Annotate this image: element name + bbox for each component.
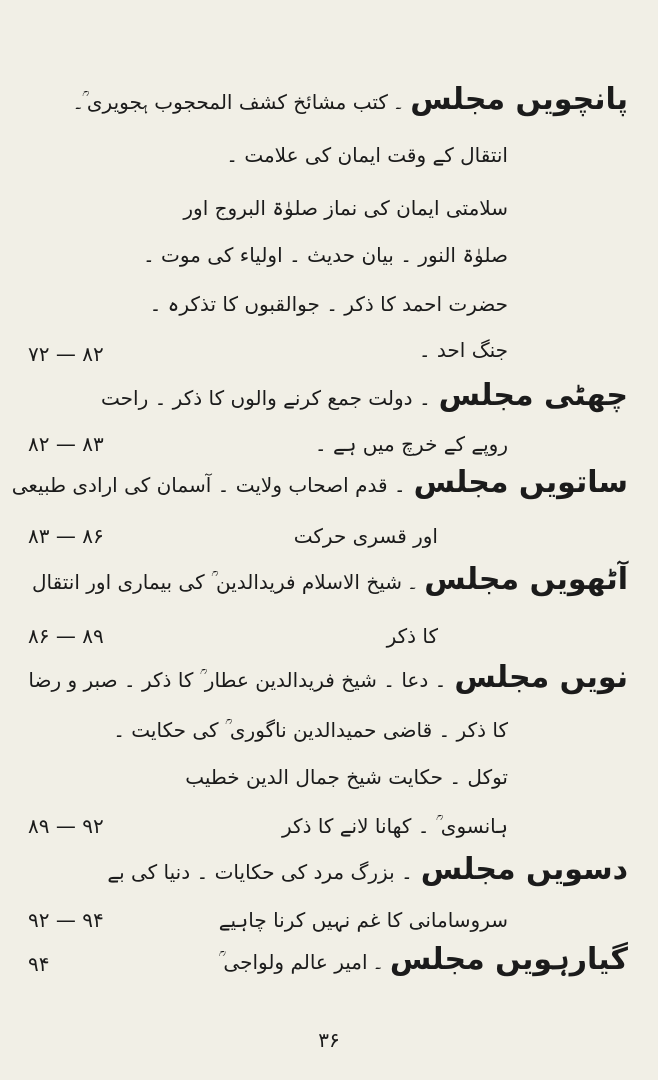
entry-6-pages: ۹۲ — ۹۴	[28, 908, 104, 932]
entry-5-line-2: کا ذکر ۔ قاضی حمیدالدین ناگوری ؒ کی حکایت ۔	[113, 718, 508, 742]
entry-5-text-1: ۔ دعا ۔ شیخ فریدالدین عطار ؒ کا ذکر ۔ صبر و رضا	[28, 668, 447, 692]
entry-7-line-1	[218, 942, 628, 978]
entry-1-line-3: سلامتی ایمان کی نماز صلوٰۃ البروج اور	[183, 196, 508, 220]
entry-3-text-1: ۔ قدم اصحاب ولایت ۔ آسمان کی ارادی طبیعی	[11, 473, 406, 497]
entry-1-line-2: انتقال کے وقت ایمان کی علامت ۔	[226, 143, 508, 167]
entry-1-line-5: حضرت احمد کا ذکر ۔ جوالقبوں کا تذکرہ ۔	[149, 292, 508, 316]
entry-7-heading: گیارہویں مجلس	[389, 942, 628, 977]
entry-7-text-1: ۔ امیر عالم ولواجی ؒ	[218, 950, 382, 974]
entry-5-line-4: ہانسوی ؒ ۔ کھانا لانے کا ذکر	[282, 814, 508, 838]
entry-2-text-1: ۔ دولت جمع کرنے والوں کا ذکر ۔ راحت	[101, 386, 431, 410]
entry-1-line-6: جنگ احد ۔	[418, 338, 508, 362]
entry-4-pages: ۸۶ — ۸۹	[28, 624, 104, 648]
entry-6-line-2: سروسامانی کا غم نہیں کرنا چاہیے	[218, 908, 508, 932]
entry-1-text-1: ۔ کتب مشائخ کشف المحجوب ہجویری ؒ۔	[73, 90, 403, 114]
entry-3-line-2: اور قسری حرکت	[293, 524, 438, 548]
entry-3-heading: ساتویں مجلس	[413, 465, 628, 500]
entry-4-heading: آٹھویں مجلس	[424, 562, 628, 597]
entry-2-line-2: روپے کے خرچ میں ہے ۔	[314, 432, 508, 456]
entry-1-heading: پانچویں مجلس	[410, 82, 628, 117]
entry-7-pages: ۹۴	[28, 952, 50, 976]
entry-6-line-1	[107, 852, 628, 888]
entry-5-pages: ۸۹ — ۹۲	[28, 814, 104, 838]
entry-1-line-1	[74, 82, 628, 118]
entry-2-pages: ۸۲ — ۸۳	[28, 432, 104, 456]
entry-6-heading: دسویں مجلس	[420, 852, 628, 887]
entry-3-line-1	[12, 465, 628, 501]
entry-2-heading: چھٹی مجلس	[438, 378, 628, 413]
entry-5-line-3: توکل ۔ حکایت شیخ جمال الدین خطیب	[185, 765, 508, 789]
entry-5-line-1	[28, 660, 628, 696]
entry-5-heading: نویں مجلس	[454, 660, 628, 695]
entry-4-line-1	[32, 562, 628, 598]
entry-4-text-1: ۔ شیخ الاسلام فریدالدین ؒ کی بیماری اور انتقال	[32, 570, 417, 594]
entry-4-line-2: کا ذکر	[386, 624, 438, 648]
page-number: ۳۶	[318, 1028, 340, 1052]
entry-1-line-4: صلوٰۃ النور ۔ بیان حدیث ۔ اولیاء کی موت ۔	[142, 243, 508, 267]
entry-3-pages: ۸۳ — ۸۶	[28, 524, 104, 548]
entry-2-line-1	[101, 378, 628, 414]
entry-1-pages: ۷۲ — ۸۲	[28, 342, 104, 366]
entry-6-text-1: ۔ بزرگ مرد کی حکایات ۔ دنیا کی بے	[107, 860, 413, 884]
